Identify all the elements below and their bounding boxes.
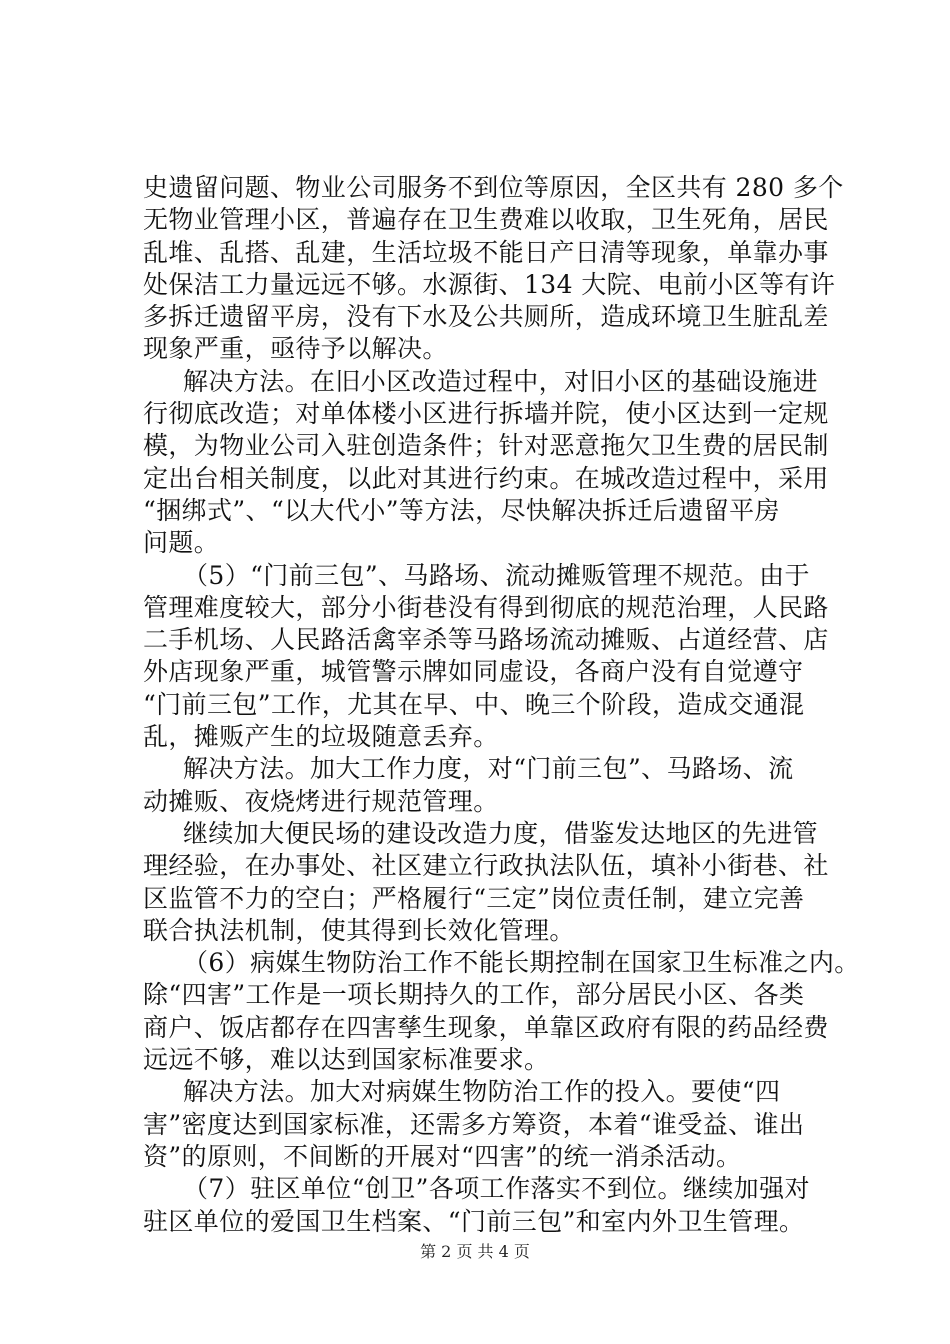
page-footer: 第 2 页 共 4 页 [420, 1242, 530, 1261]
text-line: 乱，摊贩产生的垃圾随意丢弃。 [143, 722, 499, 752]
text-line: “捆绑式”、“以大代小”等方法，尽快解决拆迁后遗留平房 [143, 495, 780, 525]
text-line: 外店现象严重，城管警示牌如同虚设，各商户没有自觉遵守 [143, 657, 804, 687]
text-line: 解决方法。在旧小区改造过程中，对旧小区的基础设施进 [183, 366, 819, 396]
text-line: 二手机场、人民路活禽宰杀等马路场流动摊贩、占道经营、店 [143, 625, 829, 655]
text-line: 动摊贩、夜烧烤进行规范管理。 [143, 786, 499, 816]
text-line: 处保洁工力量远远不够。水源街、134 大院、电前小区等有许 [143, 269, 836, 299]
text-line: 商户、饭店都存在四害孳生现象，单靠区政府有限的药品经费 [143, 1012, 829, 1042]
text-line: 乱堆、乱搭、乱建，生活垃圾不能日产日清等现象，单靠办事 [143, 237, 829, 267]
text-line: 解决方法。加大对病媒生物防治工作的投入。要使“四 [183, 1077, 781, 1107]
text-line: 区监管不力的空白；严格履行“三定”岗位责任制，建立完善 [143, 883, 805, 913]
text-line: 远远不够，难以达到国家标准要求。 [143, 1045, 550, 1075]
text-line: （6）病媒生物防治工作不能长期控制在国家卫生标准之内。 [183, 948, 860, 978]
paragraph [143, 1173, 843, 1238]
text-line: 现象严重，亟待予以解决。 [143, 334, 448, 364]
text-line: （5）“门前三包”、马路场、流动摊贩管理不规范。由于 [183, 560, 810, 590]
text-line: （7）驻区单位“创卫”各项工作落实不到位。继续加强对 [183, 1174, 810, 1204]
paragraph [143, 818, 843, 947]
paragraph [143, 560, 843, 754]
paragraph [143, 172, 843, 366]
paragraph [143, 947, 860, 1076]
paragraph [143, 753, 843, 818]
text-line: 害”密度达到国家标准，还需多方筹资，本着“谁受益、谁出 [143, 1109, 805, 1139]
text-line: 资”的原则，不间断的开展对“四害”的统一消杀活动。 [143, 1141, 742, 1171]
text-line: 多拆迁遗留平房，没有下水及公共厕所，造成环境卫生脏乱差 [143, 302, 829, 332]
text-line: 驻区单位的爱国卫生档案、“门前三包”和室内外卫生管理。 [143, 1206, 805, 1236]
text-line: 无物业管理小区，普遍存在卫生费难以收取，卫生死角，居民 [143, 205, 829, 235]
text-line: 除“四害”工作是一项长期持久的工作，部分居民小区、各类 [143, 980, 805, 1010]
text-line: 行彻底改造；对单体楼小区进行拆墙并院，使小区达到一定规 [143, 399, 829, 429]
text-line: 解决方法。加大工作力度，对“门前三包”、马路场、流 [183, 754, 794, 784]
text-line: 联合执法机制，使其得到长效化管理。 [143, 915, 575, 945]
text-line: 定出台相关制度，以此对其进行约束。在城改造过程中，采用 [143, 463, 829, 493]
paragraph [143, 366, 843, 560]
text-line: 问题。 [143, 528, 220, 558]
text-line: “门前三包”工作，尤其在早、中、晚三个阶段，造成交通混 [143, 689, 805, 719]
text-line: 管理难度较大，部分小街巷没有得到彻底的规范治理，人民路 [143, 592, 829, 622]
text-line: 理经验，在办事处、社区建立行政执法队伍，填补小街巷、社 [143, 851, 829, 881]
text-line: 模，为物业公司入驻创造条件；针对恶意拖欠卫生费的居民制 [143, 431, 829, 461]
paragraph [143, 1076, 843, 1173]
text-line: 继续加大便民场的建设改造力度，借鉴发达地区的先进管 [183, 818, 819, 848]
text-line: 史遗留问题、物业公司服务不到位等原因，全区共有 280 多个 [143, 173, 844, 202]
document-body [143, 172, 860, 1238]
